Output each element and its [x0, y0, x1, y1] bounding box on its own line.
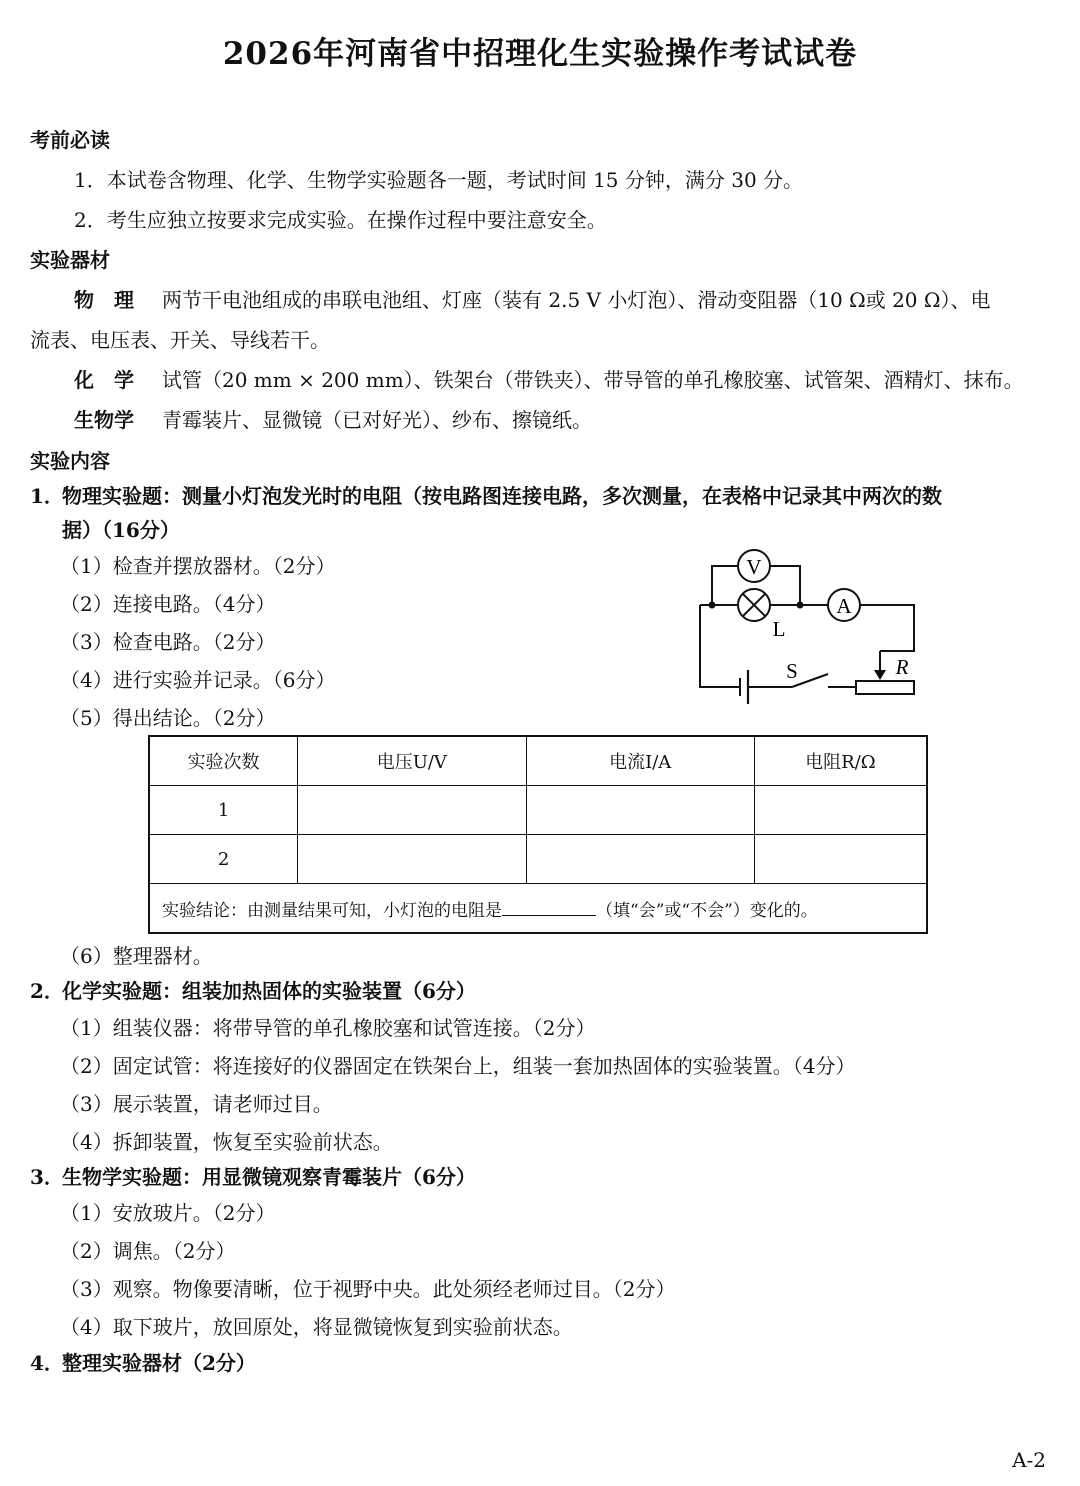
- notice-item: 2．考生应独立按要求完成实验。在操作过程中要注意安全。: [74, 208, 607, 232]
- q4-number: 4．: [30, 1351, 64, 1375]
- q1-title: [30, 483, 942, 509]
- table-header: 电阻R/Ω: [754, 736, 927, 786]
- q4-title: [30, 1350, 256, 1376]
- q2-step: （4）拆卸装置，恢复至实验前状态。: [60, 1130, 393, 1154]
- resistance-cell[interactable]: [754, 786, 927, 835]
- trial-number: 2: [149, 835, 298, 884]
- switch-label: S: [786, 659, 798, 683]
- q1-step: （1）检查并摆放器材。（2分）: [60, 554, 336, 578]
- biology-label: 生物学: [74, 408, 134, 432]
- conclusion-cell: [149, 884, 927, 934]
- junction-dot: [797, 602, 804, 609]
- q3-step: （1）安放玻片。（2分）: [60, 1201, 276, 1225]
- table-header: 电流I/A: [526, 736, 754, 786]
- equipment-chemistry: [74, 367, 1024, 393]
- physics-text-cont: 流表、电压表、开关、导线若干。: [30, 328, 330, 352]
- rheostat-arrow: [874, 670, 886, 680]
- q2-title: [30, 978, 476, 1004]
- notice-heading: 考前必读: [30, 128, 110, 152]
- voltage-cell[interactable]: [298, 786, 526, 835]
- notice-item: 1．本试卷含物理、化学、生物学实验题各一题，考试时间 15 分钟，满分 30 分。: [74, 168, 804, 192]
- table-row: [149, 835, 927, 884]
- q3-step: （3）观察。物像要清晰，位于视野中央。此处须经老师过目。（2分）: [60, 1277, 676, 1301]
- table-header: 实验次数: [149, 736, 298, 786]
- equipment-biology: [74, 407, 592, 433]
- q1-step: （4）进行实验并记录。（6分）: [60, 668, 336, 692]
- equipment-physics: [74, 287, 990, 313]
- q2-step: （3）展示装置，请老师过目。: [60, 1092, 333, 1116]
- q2-step: （1）组装仪器：将带导管的单孔橡胶塞和试管连接。（2分）: [60, 1016, 596, 1040]
- current-cell[interactable]: [526, 786, 754, 835]
- q3-number: 3．: [30, 1165, 64, 1189]
- q3-step: （2）调焦。（2分）: [60, 1239, 236, 1263]
- conclusion-row: [149, 884, 927, 934]
- voltage-cell[interactable]: [298, 835, 526, 884]
- q2-title-text: 化学实验题：组装加热固体的实验装置（6分）: [62, 979, 476, 1003]
- conclusion-suffix: （填“会”或“不会”）变化的。: [596, 900, 818, 921]
- resistance-cell[interactable]: [754, 835, 927, 884]
- q1-step: （5）得出结论。（2分）: [60, 706, 276, 730]
- q1-step: （6）整理器材。: [60, 944, 213, 968]
- q1-title-text: 物理实验题：测量小灯泡发光时的电阻（按电路图连接电路，多次测量，在表格中记录其中两次的数: [62, 484, 942, 508]
- physics-text: 两节干电池组成的串联电池组、灯座（装有 2.5 V 小灯泡）、滑动变阻器（10 Ω或 20 Ω）、电: [162, 288, 991, 312]
- page-number: A-2: [1012, 1448, 1046, 1472]
- circuit-diagram: [690, 544, 930, 712]
- q2-number: 2．: [30, 979, 64, 1003]
- q2-step: （2）固定试管：将连接好的仪器固定在铁架台上，组装一套加热固体的实验装置。（4分）: [60, 1054, 856, 1078]
- content-heading: 实验内容: [30, 449, 110, 473]
- conclusion-prefix: 实验结论：由测量结果可知，小灯泡的电阻是: [162, 900, 502, 921]
- q1-title-cont: 据）（16分）: [62, 518, 180, 542]
- chemistry-text: 试管（20 mm × 200 mm）、铁架台（带铁夹）、带导管的单孔橡胶塞、试管架、酒精灯、抹布。: [162, 368, 1024, 392]
- q4-title-text: 整理实验器材（2分）: [62, 1351, 256, 1375]
- q3-title: [30, 1164, 476, 1190]
- table-header-row: [149, 736, 927, 786]
- q1-number: 1．: [30, 484, 64, 508]
- ammeter-label: A: [836, 594, 852, 618]
- page-title: 2026年河南省中招理化生实验操作考试试卷: [222, 36, 858, 72]
- q3-title-text: 生物学实验题：用显微镜观察青霉装片（6分）: [62, 1165, 476, 1189]
- equipment-heading: 实验器材: [30, 248, 110, 272]
- junction-dot: [709, 602, 716, 609]
- chemistry-label: 化 学: [74, 368, 134, 392]
- q3-step: （4）取下玻片，放回原处，将显微镜恢复到实验前状态。: [60, 1315, 573, 1339]
- physics-label: 物 理: [74, 288, 134, 312]
- trial-number: 1: [149, 786, 298, 835]
- table-header: 电压U/V: [298, 736, 526, 786]
- biology-text: 青霉装片、显微镜（已对好光）、纱布、擦镜纸。: [162, 408, 592, 432]
- q1-step: （3）检查电路。（2分）: [60, 630, 276, 654]
- current-cell[interactable]: [526, 835, 754, 884]
- q1-step: （2）连接电路。（4分）: [60, 592, 276, 616]
- table-row: [149, 786, 927, 835]
- voltmeter-label: V: [746, 555, 762, 579]
- record-table: [148, 735, 928, 934]
- lamp-label: L: [772, 617, 786, 641]
- rheostat-label: R: [895, 655, 909, 679]
- conclusion-blank[interactable]: [502, 897, 596, 916]
